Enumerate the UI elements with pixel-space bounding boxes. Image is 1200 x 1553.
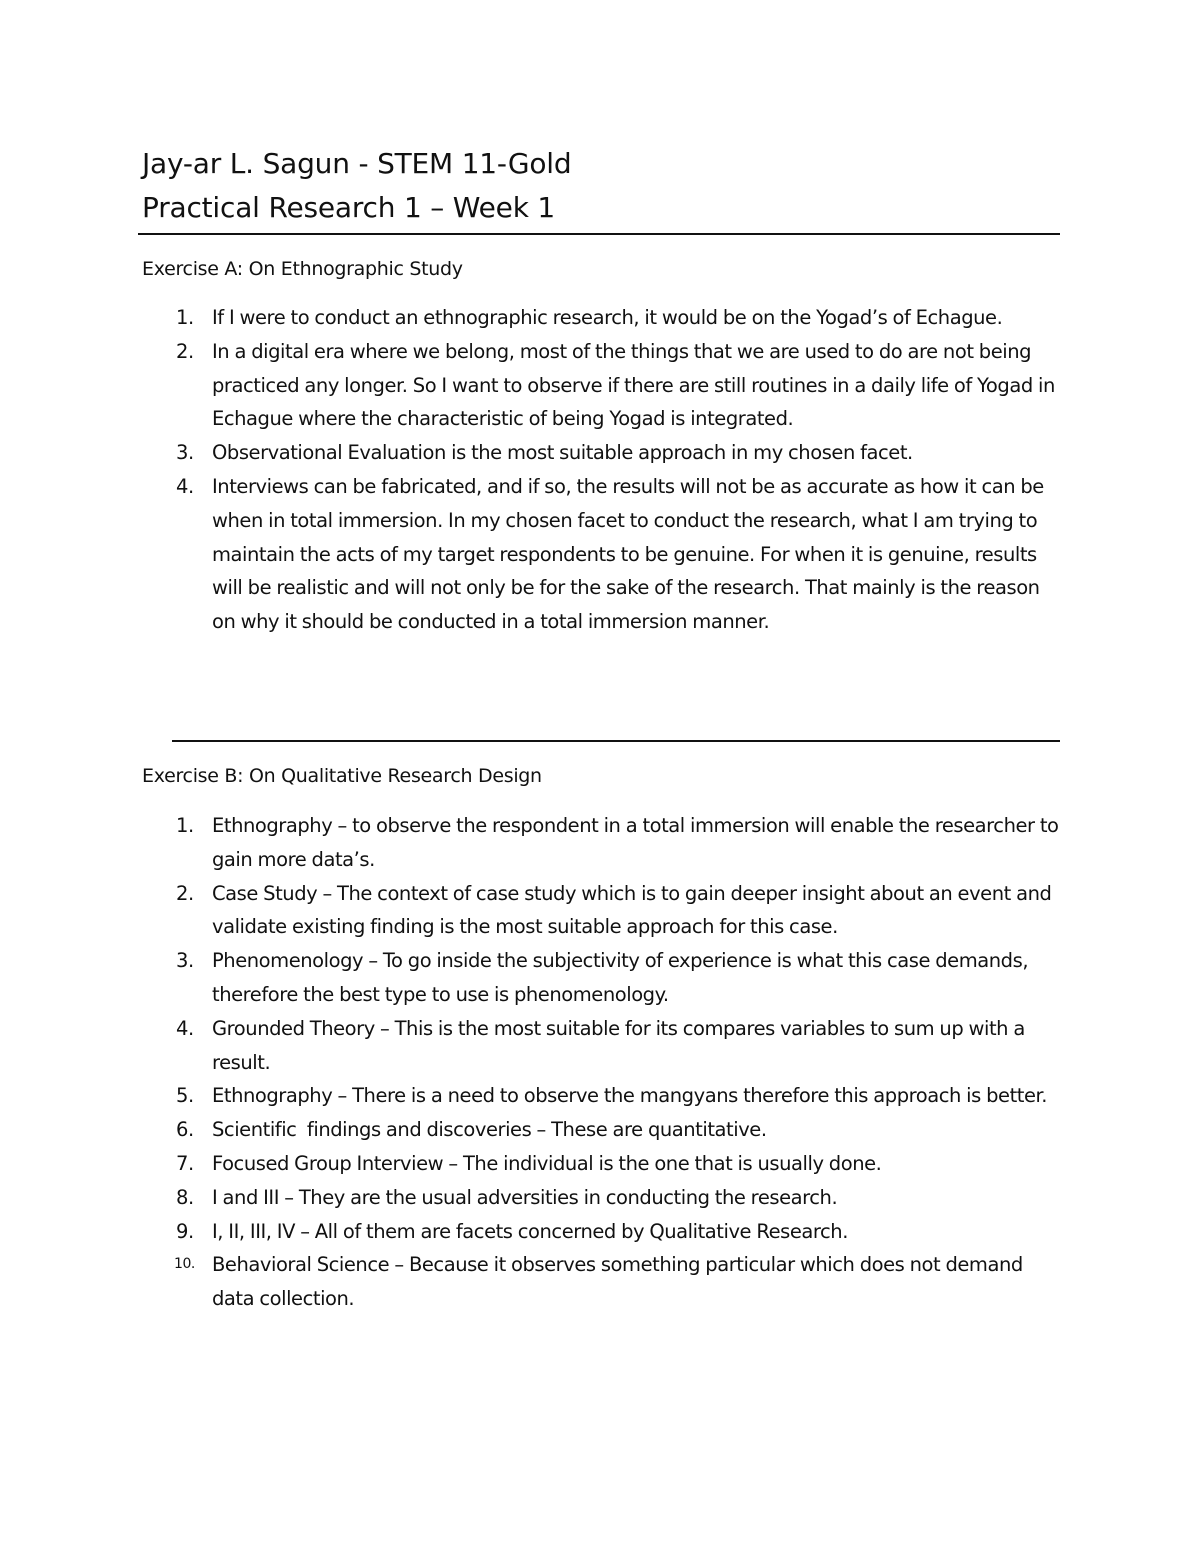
item-number: 3. [176, 441, 194, 465]
list-item [172, 809, 1062, 877]
list-item [172, 1215, 1062, 1249]
item-text: Observational Evaluation is the most suitable approach in my chosen facet. [212, 441, 913, 465]
list-item [172, 436, 1062, 470]
list-item [172, 470, 1062, 639]
item-number: 10. [174, 1256, 195, 1273]
item-number: 2. [176, 881, 194, 905]
item-number: 5. [176, 1084, 194, 1108]
document-header [142, 142, 1060, 230]
list-item [172, 1248, 1062, 1316]
list-item [172, 944, 1062, 1012]
item-text: In a digital era where we belong, most of the things that we are used to do are not being practiced any longer. So I want to observe if there are still routines in a daily life of Yogad in Echague where the characteristic of being Yogad is integrated. [212, 339, 1055, 431]
item-text: Grounded Theory – This is the most suitable for its compares variables to sum up with a result. [212, 1016, 1025, 1074]
item-number: 8. [176, 1185, 194, 1209]
list-item [172, 877, 1062, 945]
list-item [172, 301, 1062, 335]
item-text: Ethnography – There is a need to observe the mangyans therefore this approach is better. [212, 1084, 1048, 1108]
list-item [172, 1113, 1062, 1147]
item-text: Focused Group Interview – The individual is the one that is usually done. [212, 1151, 882, 1175]
exercise-b-title: Exercise B: On Qualitative Research Design [142, 765, 542, 787]
item-text: Behavioral Science – Because it observes something particular which does not demand data collection. [212, 1253, 1023, 1311]
exercise-b-list [172, 809, 1062, 1316]
item-text: Scientific findings and discoveries – These are quantitative. [212, 1118, 767, 1142]
item-number: 4. [176, 474, 194, 498]
list-item [172, 335, 1062, 436]
item-number: 6. [176, 1118, 194, 1142]
exercise-a-title: Exercise A: On Ethnographic Study [142, 258, 463, 280]
list-item [172, 1181, 1062, 1215]
item-text: If I were to conduct an ethnographic research, it would be on the Yogad’s of Echague. [212, 306, 1003, 329]
item-number: 4. [176, 1016, 194, 1040]
item-text: Case Study – The context of case study which is to gain deeper insight about an event and validate existing finding is the most suitable approach for this case. [212, 881, 1052, 939]
student-info: Jay-ar L. Sagun - STEM 11-Gold [142, 147, 572, 180]
header-divider [138, 233, 1060, 235]
item-number: 9. [176, 1219, 194, 1243]
list-item [172, 1012, 1062, 1080]
item-text: Phenomenology – To go inside the subjectivity of experience is what this case demands, therefore the best type to use is phenomenology. [212, 949, 1029, 1006]
item-text: Interviews can be fabricated, and if so, the results will not be as accurate as how it can be when in total immersion. In my chosen facet to conduct the research, what I am trying to maintain the acts of my target respondents to be genuine. For when it is genuine, results will be realistic and will not only be for the sake of the research. That mainly is the reason on why it should be conducted in a total immersion manner. [212, 474, 1044, 634]
list-item [172, 1079, 1062, 1113]
item-number: 2. [176, 339, 194, 363]
list-item [172, 1147, 1062, 1181]
item-number: 1. [176, 306, 194, 329]
item-text: I and III – They are the usual adversities in conducting the research. [212, 1185, 838, 1209]
item-number: 7. [176, 1151, 194, 1175]
item-text: I, II, III, IV – All of them are facets concerned by Qualitative Research. [212, 1219, 848, 1243]
course-week: Practical Research 1 – Week 1 [142, 191, 556, 224]
item-text: Ethnography – to observe the respondent in a total immersion will enable the researcher to gain more data’s. [212, 814, 1059, 871]
item-number: 1. [176, 814, 194, 837]
section-divider [172, 740, 1060, 742]
exercise-a-list [172, 301, 1062, 639]
item-number: 3. [176, 949, 194, 973]
